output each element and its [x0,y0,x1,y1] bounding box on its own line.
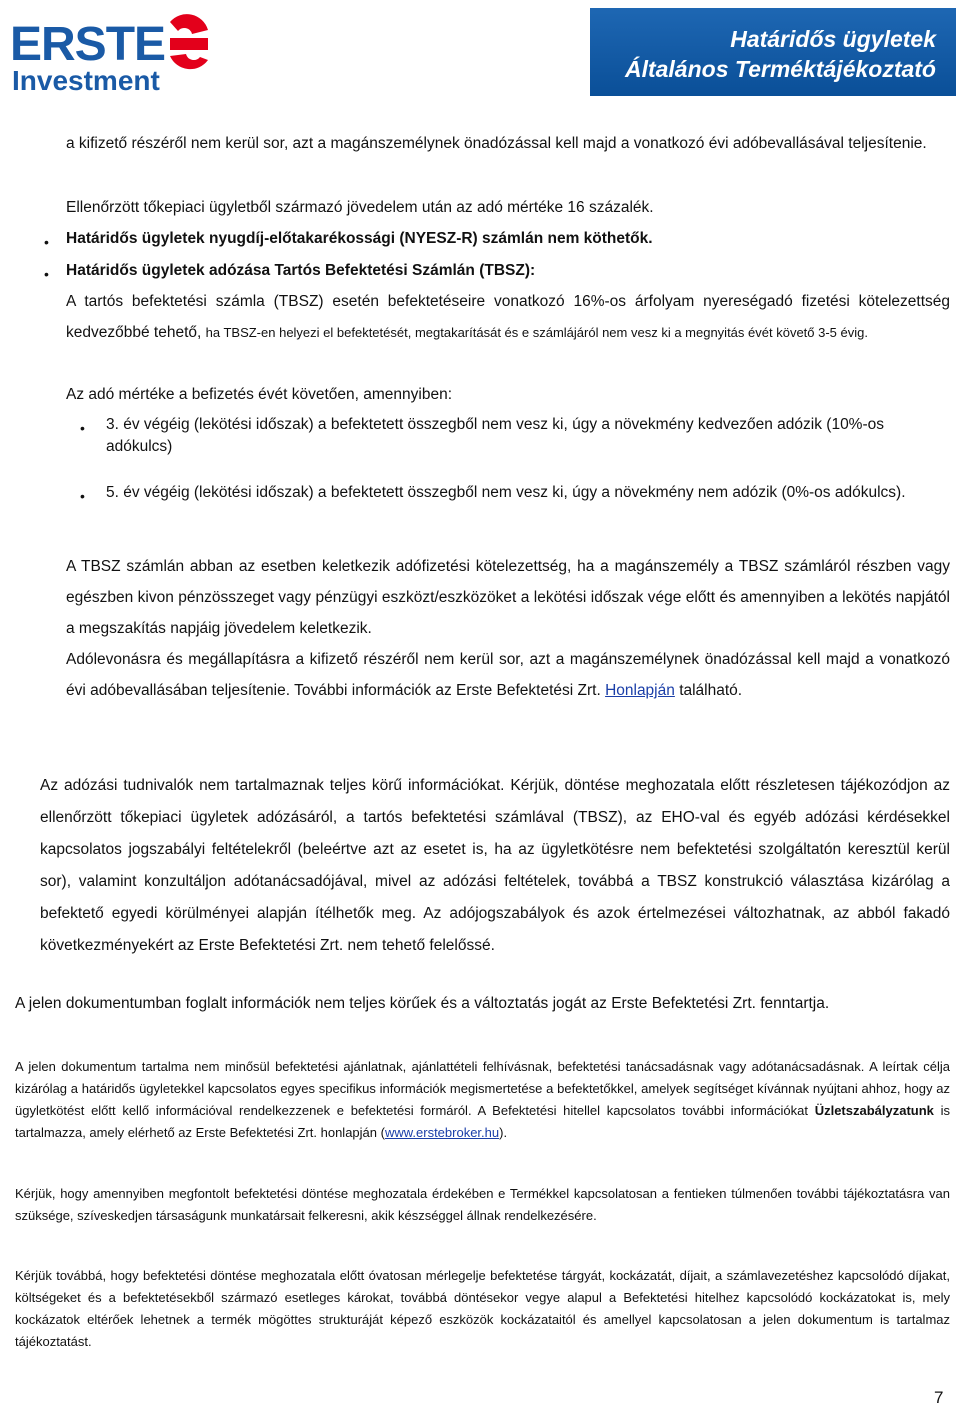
sub-bullet-5-year: 5. év végéig (lekötési időszak) a befektetett összegből nem vesz ki, úgy a növekmény nem adózik (0%-os adókulcs). [106,484,906,501]
notice1-text-c: ). [499,1125,508,1140]
bullet-icon: • [44,234,49,250]
erstebroker-link[interactable]: www.erstebroker.hu [384,1125,500,1140]
notice-further-info: Kérjük, hogy amennyiben megfontolt befektetési döntése meghozatala érdekében e Termékkel kapcsolatosan a fentieken túlmenően további tájékoztatásra van szüksége, szíveskedjen társaságunk munkatársait felkeresni, akik készséggel állnak rendelkezésére. [15,1186,950,1223]
paragraph-tax-disclaimer: Az adózási tudnivalók nem tartalmaznak teljes körű információkat. Kérjük, döntése meghozatala előtt részletesen tájékozódjon az ellenőrzött tőkepiaci ügyletek adózásáról, a tartós befektetési számlával (TBSZ), az EHO-val és egyéb adózási kérdésekkel kapcsolatos jogszabályi feltételekről (beleértve azt az esetet is, ha az ügyletkötésre nem befektetési szolgáltatón keresztül kerül sor), valamint konzultáljon adótanácsadójával, mivel az adózási feltételek, továbbá a TBSZ konstrukció választása kizárólag a befektető egyedi körülményei alapján ítélhetők meg. Az adójogszabályok és azok értelmezései változhatnak, az abból fakadó következményekért az Erste Befektetési Zrt. nem tehető felelőssé. [40,777,950,954]
terms-of-business: Üzletszabályzatunk [814,1103,934,1118]
bullet-icon: • [80,420,85,436]
deduction-text: Adólevonásra és megállapításra a kifizető részéről nem kerül sor, azt a magánszemélynek önadózással kell majd a vonatkozó évi adóbevallásában teljesítenie. További információk az Erste Befektetési Zrt. [66,651,950,699]
header-title-line2: Általános Terméktájékoztató [624,56,936,82]
bullet-tbsz-heading: Határidős ügyletek adózása Tartós Befektetési Számlán (TBSZ): [66,262,536,279]
svg-text:ERSTE: ERSTE [10,18,166,71]
bullet-icon: • [80,488,85,504]
header-banner [590,8,956,96]
svg-text:Investment: Investment [12,65,160,94]
notice1-text-a: A jelen dokumentum tartalma nem minősül befektetési ajánlatnak, ajánlattételi felhívásnak, befektetési tanácsadásnak vagy adótanácsadásnak. A leírtak célja kizárólag a határidős ügyletekkel kapcsolatos egyes specifikus információk megismertetése a befektetőkkel, amelyek segítséget kívánnak nyújtani ahhoz, hogy az ügyletkötést előtt kellő információval rendelkezzenek e befektetési formáról. A Befektetési hitellel kapcsolatos további információkat [15,1059,950,1118]
sub-bullet-3-year: 3. év végéig (lekötési időszak) a befektetett összegből nem vesz ki, úgy a növekmény kedvezően adózik (10%-os adókulcs) [106,416,884,455]
erste-investment-logo [10,10,210,94]
homepage-link[interactable]: Honlapján [605,682,675,699]
found-text: található. [679,682,743,699]
header-title-line1: Határidős ügyletek [730,26,936,52]
paragraph-tbsz-liability: A TBSZ számlán abban az esetben keletkezik adófizetési kötelezettség, ha a magánszemély a TBSZ számláról részben vagy egészben kivon pénzösszeget vagy pénzügyi eszközt/eszközöket a lekötési időszak vége előtt és amennyiben a lekötés napjától a megszakítás napjáig jövedelem keletkezik. [66,558,950,637]
tax-rate-intro: Az adó mértéke a befizetés évét követően, amennyiben: [66,386,453,403]
paragraph-tbsz [66,287,950,348]
paragraph-reserve-rights: A jelen dokumentumban foglalt információk nem teljes körűek és a változtatás jogát az Erste Befektetési Zrt. fenntartja. [15,995,830,1012]
erste-s-emblem-icon [170,14,208,69]
page-number: 7 [934,1388,944,1407]
page-header [0,0,956,96]
paragraph-deduction [66,644,950,706]
notice-not-offer [15,1056,950,1144]
notice1-text-b: is tartalmazza, amely elérhető az Erste Befektetési Zrt. honlapján ( [15,1103,950,1140]
bullet-icon: • [44,266,49,282]
tbsz-text-b: ha TBSZ-en helyezi el befektetését, megtakarítását és e számlájáról nem vesz ki a megnyitás évét követő 3-5 évig. [205,324,868,340]
tbsz-text-a: A tartós befektetési számla (TBSZ) esetén befektetéseire vonatkozó 16%-os árfolyam nyereségadó fizetési kötelezettség kedvezőbbé tehető, [66,293,950,341]
paragraph-tax-payment: a kifizető részéről nem kerül sor, azt a magánszemélynek önadózással kell majd a vonatkozó évi adóbevallásával teljesítenie. [66,135,927,152]
notice-risk: Kérjük továbbá, hogy befektetési döntése meghozatala előtt óvatosan mérlegelje befektetése tárgyát, kockázatát, díjait, a számlavezetéshez kapcsolódó díjakat, költségeket és a befektetésekből származó esetleges károkat, továbbá döntésekor vegye alapul a Befektetési hitelhez kapcsolódó kockázatokat is, mely kockázatok eltérőek lehetnek a termék mögöttes strukturáját képező eszközök kockázataitól és amellyel kapcsolatosan a jelen dokumentum is tartalmaz tájékoztatást. [15,1268,950,1349]
bullet-nyesz: Határidős ügyletek nyugdíj-előtakarékossági (NYESZ-R) számlán nem köthetők. [66,230,653,247]
paragraph-tax-rate: Ellenőrzött tőkepiaci ügyletből származó jövedelem után az adó mértéke 16 százalék. [66,199,654,216]
